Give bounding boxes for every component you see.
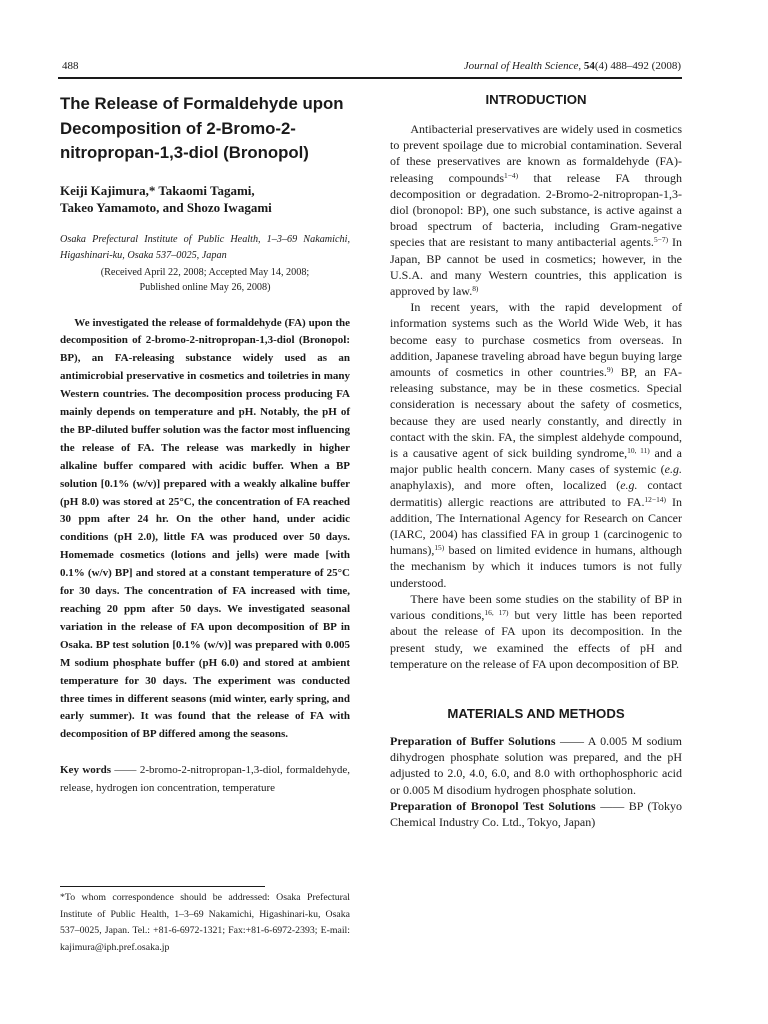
left-column — [60, 92, 350, 797]
received-dates — [60, 265, 350, 295]
abstract: We investigated the release of formaldehyde (FA) upon the decomposition of 2-bromo-2-nitropropan-1,3-diol (Bronopol: BP), an FA-releasing substance widely used as an antimicrobial preservative in cosmetics and toiletries in many Western countries. The decomposition process producing FA mainly depends on temperature and pH. Notably, the pH of the BP-diluted buffer solution was the factor most influencing the release of FA. The release was markedly in higher alkaline buffer compared with acidic buffer. When a BP solution [0.1% (w/v)] prepared with a weakly alkaline buffer (pH 8.0) was stored at 25°C, the concentration of FA reached 30 ppm after 24 hr. On the other hand, under acidic conditions (pH 2.0), little FA was produced over 50 days. Homemade cosmetics (lotions and jells) were made [with 0.1% (w/v) BP] and stored at a constant temperature of 25°C for 30 days. The concentration of FA increased with time, reaching 20 ppm after 50 days. We investigated seasonal variation in the release of FA upon decomposition of BP in Osaka. BP test solution [0.1% (w/v)] was prepared with 0.005 M sodium phosphate buffer (pH 6.0) and stored at ambient temperature for 30 days. The experiment was conducted three times in different seasons (mid winter, early spring, and early summer). It was found that the release of FA with decomposition of BP differed among the seasons. — [60, 316, 350, 741]
citation-ref: 12−14) — [644, 494, 666, 504]
introduction-heading: INTRODUCTION — [485, 92, 587, 107]
citation-ref: 9) — [606, 364, 614, 374]
buffer-solutions-heading: Preparation of Buffer Solutions — [390, 733, 556, 748]
header-rule — [58, 77, 682, 79]
author-list — [60, 182, 350, 216]
correspondence-footnote: *To whom correspondence should be addressed: Osaka Prefectural Institute of Public Health, 1–3–69 Nakamichi, Higashinari-ku, Osaka 537–0025, Japan. Tel.: +81-6-6972-1321; Fax:+81-6-6972-2393; E-mail: kajimura@iph.pref.osaka.jp — [60, 892, 350, 953]
keywords-list: 2-bromo-2-nitropropan-1,3-diol, formaldehyde, release, hydrogen ion concentration, temperature — [60, 764, 350, 795]
affiliation: Osaka Prefectural Institute of Public Health, 1–3–69 Nakamichi, Higashinari-ku, Osaka 537–0025, Japan — [60, 233, 350, 261]
buffer-solutions-paragraph: Preparation of Buffer Solutions —— A 0.005 M sodium dihydrogen phosphate solution was prepared, and the pH adjusted to 2.0, 4.0, 6.0, and 8.0 with orthophosphoric acid or 0.005 M disodium hydrogen phosphate solution. — [390, 733, 683, 797]
keywords-dash: —— — [111, 764, 140, 777]
intro-paragraph-2: In recent years, with the rapid development of information systems such as the World Wide Web, it has become easy to purchase cosmetics from overseas. In addition, Japanese traveling abroad have begun buying large amounts of cosmetics in other countries.$^{9)}$ BP, an FA-releasing substance, may be in these cosmetics. Special consideration is necessary about the safety of cosmetics, because they are used nearly constantly, and directly in contact with the skin. FA, the simplest aldehyde compound, is a causative agent of sick building syndrome,$^{10, 11)}$ and a major public health concern. Many cases of systemic (e.g. anaphylaxis), and more often, localized (e.g. contact dermatitis) allergic reactions are attributed to FA.$^{12-14)}$ In addition, The International Agency for Research on Cancer (IARC, 2004) has classified FA in group 1 (carcinogenic to humans),$^{15)}$ based on limited evidence in humans, although the mechanism by which it induces tumors is not fully understood. — [390, 300, 683, 590]
authors-line-1: Keiji Kajimura,* Takaomi Tagami, — [60, 182, 255, 198]
journal-issue-pages: (4) 488–492 (2008) — [594, 60, 681, 72]
citation-ref: 10, 11) — [627, 445, 650, 455]
article-title: The Release of Formaldehyde upon Decomposition of 2-Bromo-2-nitropropan-1,3-diol (Bronopol) — [60, 94, 344, 162]
citation-ref: 15) — [434, 543, 445, 553]
footnote-rule — [60, 886, 265, 887]
authors-line-2: Takeo Yamamoto, and Shozo Iwagami — [60, 199, 272, 215]
right-column — [390, 92, 682, 830]
bronopol-solutions-paragraph: Preparation of Bronopol Test Solutions —— BP (Tokyo Chemical Industry Co. Ltd., Tokyo, Japan) — [390, 798, 683, 829]
citation-ref: 5−7) — [653, 235, 669, 245]
intro-paragraph-1: Antibacterial preservatives are widely used in cosmetics to prevent spoilage due to microbial contamination. Several of these preservatives are known as formaldehyde (FA)-releasing compounds$^{1-4)}$ that release FA through decomposition or degradation. 2-Bromo-2-nitropropan-1,3-diol (bronopol: BP), one such substance, is active against a broad spectrum of bacteria, including Gram-negative species that are resistant to many antibacterial agents.$^{5-7)}$ In Japan, BP cannot be used in cosmetics; however, in the U.S.A. and many Western countries, this application is approved by law.$^{8)}$ — [390, 122, 682, 299]
page-number: 488 — [62, 60, 79, 72]
journal-citation: Journal of Health Science, 54(4) 488–492 (2008) — [463, 60, 681, 72]
intro-paragraph-3: There have been some studies on the stability of BP in various conditions,$^{16, 17)}$ but very little has been reported about the release of FA upon its decomposition. In the present study, we examined the effects of pH and temperature on the release of FA upon decomposition of BP. — [390, 591, 683, 671]
keywords-label: Key words — [60, 764, 112, 777]
journal-volume: 54 — [583, 60, 595, 72]
received-line-2: Published online May 26, 2008) — [139, 281, 271, 293]
citation-ref: 16, 17) — [484, 608, 509, 618]
bronopol-solutions-heading: Preparation of Bronopol Test Solutions — [390, 798, 596, 813]
citation-ref: 1−4) — [504, 170, 519, 180]
methods-heading: MATERIALS AND METHODS — [447, 705, 625, 721]
keywords — [60, 761, 350, 797]
journal-name: Journal of Health Science — [463, 60, 579, 72]
citation-ref: 8) — [472, 283, 479, 293]
received-line-1: (Received April 22, 2008; Accepted May 14, 2008; — [100, 266, 310, 278]
